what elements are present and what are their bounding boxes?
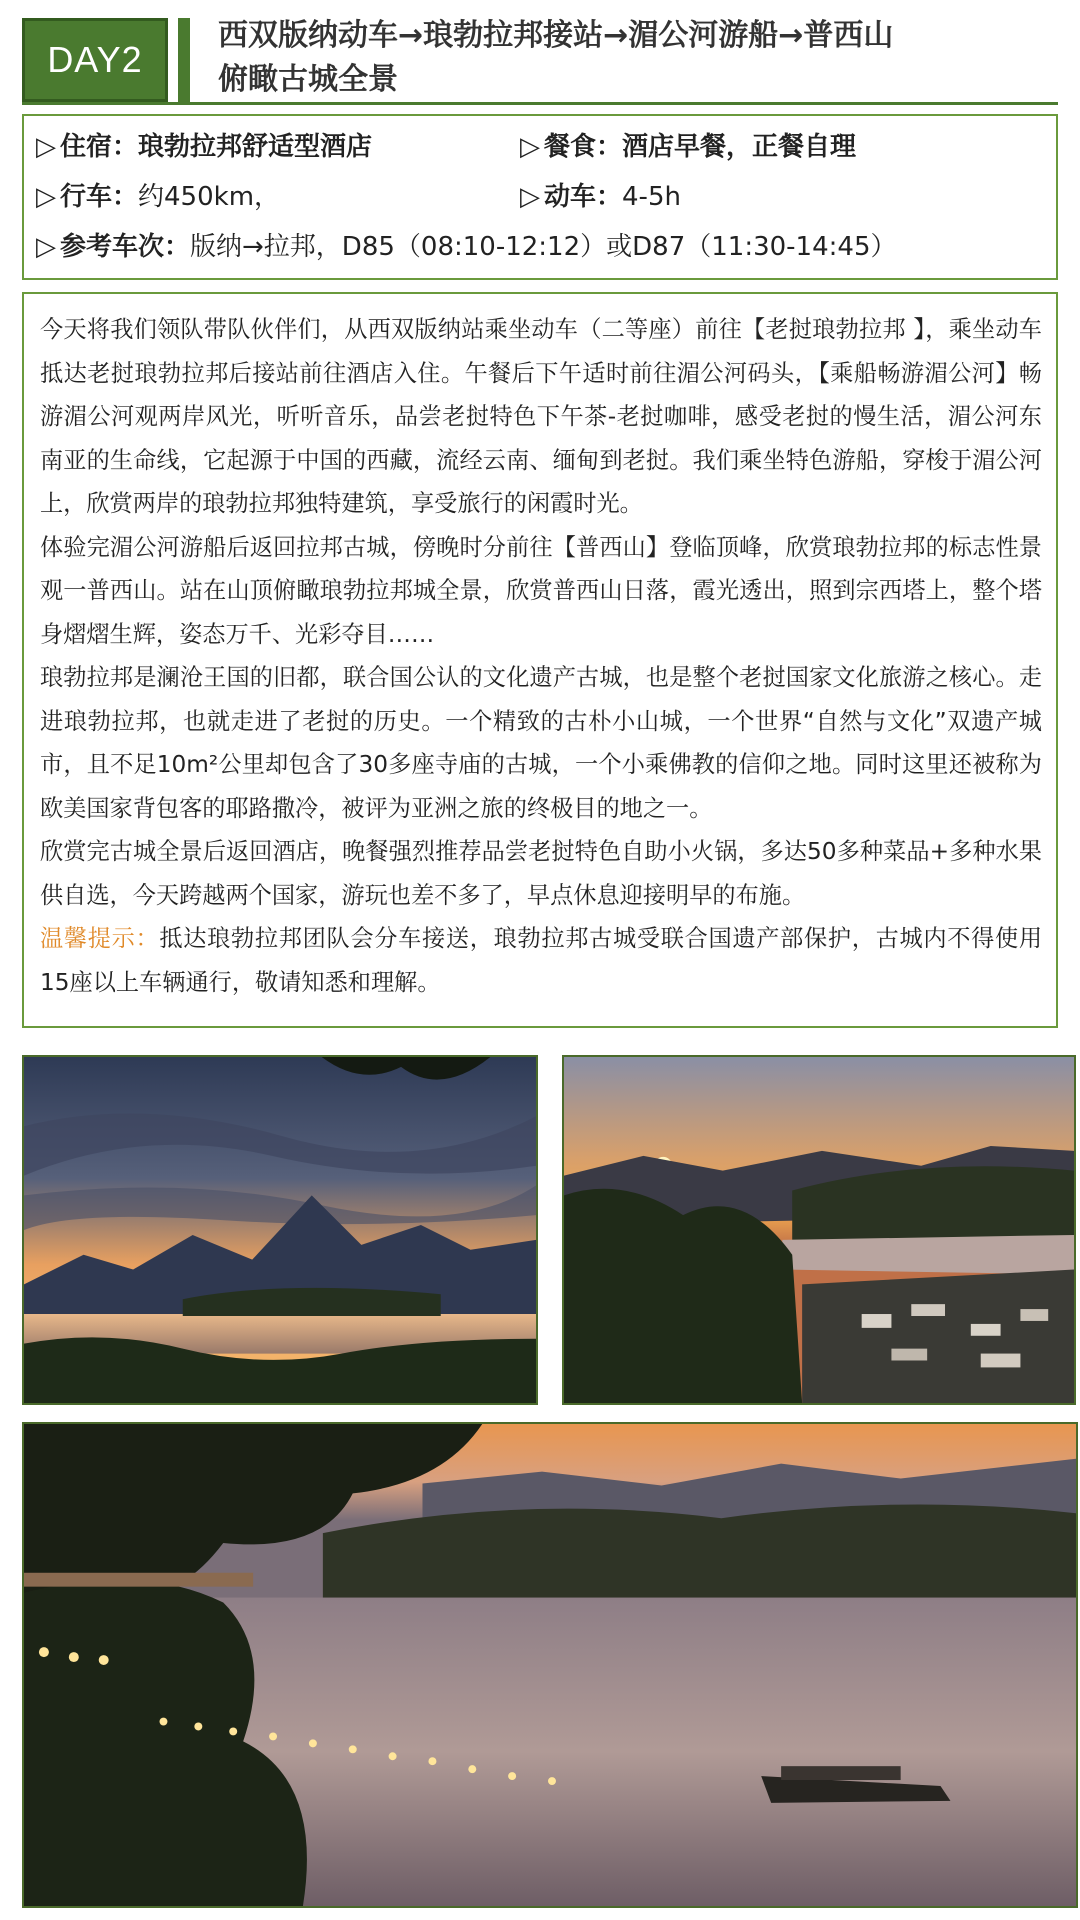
tip-paragraph [40,917,1042,1004]
paragraph-3: 琅勃拉邦是澜沧王国的旧都，联合国公认的文化遗产古城，也是整个老挝国家文化旅游之核心。走进琅勃拉邦，也就走进了老挝的历史。一个精致的古朴小山城，一个世界“自然与文化”双遗产城市，且不足10m²公里却包含了30多座寺庙的古城，一个小乘佛教的信仰之地。同时这里还被称为欧美国家背包客的耶路撒冷，被评为亚洲之旅的终极目的地之一。 [40,664,1042,822]
info-stay-label: 住宿： [60,132,139,162]
itinerary-description [22,292,1058,1028]
day-badge: DAY2 [22,18,168,102]
triangle-right-icon: ▷ [520,132,540,162]
info-drive-label: 行车： [60,182,139,212]
mekong-dusk-photo [22,1422,1078,1908]
info-meal [520,126,856,163]
info-ref-train [36,226,897,263]
title-line-1: 西双版纳动车→琅勃拉邦接站→湄公河游船→普西山 [218,18,894,53]
paragraph-2: 体验完湄公河游船后返回拉邦古城，傍晚时分前往【普西山】登临顶峰，欣赏琅勃拉邦的标志性景观一普西山。站在山顶俯瞰琅勃拉邦城全景，欣赏普西山日落，霞光透出，照到宗西塔上，整个塔身熠熠生辉，姿态万千、光彩夺目…… [40,533,1042,648]
page-title [218,14,1058,102]
triangle-right-icon: ▷ [520,182,540,212]
trip-info-box [22,114,1058,280]
title-line-2: 俯瞰古城全景 [218,62,398,97]
triangle-right-icon: ▷ [36,132,56,162]
info-ref-value: 版纳→拉邦，D85（08:10-12:12）或D87（11:30-14:45） [190,232,897,262]
info-stay-value: 琅勃拉邦舒适型酒店 [138,132,373,162]
paragraph-1: 今天将我们领队带队伙伴们，从西双版纳站乘坐动车（二等座）前往【老挝琅勃拉邦 】，乘坐动车抵达老挝琅勃拉邦后接站前往酒店入住。午餐后下午适时前往湄公河码头，【乘船畅游湄公河】畅游湄公河观两岸风光，听听音乐，品尝老挝特色下午茶-老挝咖啡，感受老挝的慢生活，湄公河东南亚的生命线，它起源于中国的西藏，流经云南、缅甸到老挝。我们乘坐特色游船，穿梭于湄公河上，欣赏两岸的琅勃拉邦独特建筑，享受旅行的闲霞时光。 [40,316,1042,517]
info-ref-label: 参考车次： [60,232,191,262]
info-drive [36,176,280,213]
info-meal-label: 餐食： [544,132,623,162]
tip-text: 抵达琅勃拉邦团队会分车接送，琅勃拉邦古城受联合国遗产部保护，古城内不得使用15座以上车辆通行，敬请知悉和理解。 [40,925,1043,996]
title-divider [22,102,1058,105]
triangle-right-icon: ▷ [36,182,56,212]
info-meal-value: 酒店早餐，正餐自理 [622,132,857,162]
info-drive-value: 约450km， [138,182,281,212]
info-train-label: 动车： [544,182,623,212]
tip-label: 温馨提示： [40,925,160,952]
paragraph-4: 欣赏完古城全景后返回酒店，晚餐强烈推荐品尝老挝特色自助小火锅，多达50多种菜品+多种水果供自选，今天跨越两个国家，游玩也差不多了，早点休息迎接明早的布施。 [40,838,1042,909]
triangle-right-icon: ▷ [36,232,56,262]
info-train-value: 4-5h [622,182,681,212]
info-train [520,176,681,213]
header-accent-bar [178,18,190,102]
info-stay [36,126,372,163]
sunset-town-photo [562,1055,1076,1405]
sunset-mountain-photo [22,1055,538,1405]
